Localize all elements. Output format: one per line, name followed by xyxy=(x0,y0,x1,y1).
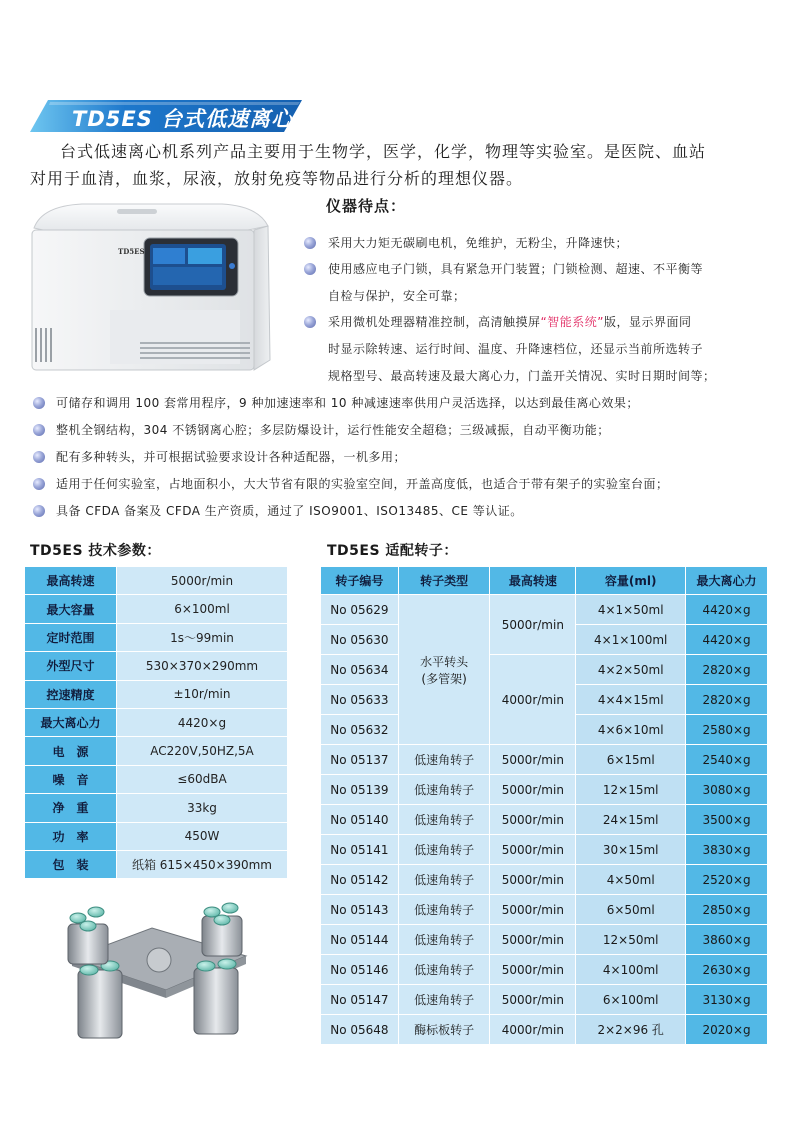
rotor-table xyxy=(320,566,768,1045)
bullet-dot xyxy=(33,397,45,409)
smart-system-highlight: “智能系统” xyxy=(540,315,604,329)
rotor-type: 低速角转子 xyxy=(398,835,490,865)
spec-table xyxy=(24,566,288,879)
rotor-row xyxy=(321,955,768,985)
feature-item: 时显示除转速、运行时间、温度、升降速档位，还显示当前所选转子 xyxy=(328,342,704,356)
feature-item: 具备 CFDA 备案及 CFDA 生产资质，通过了 ISO9001、ISO13485、CE 等认证。 xyxy=(56,504,523,518)
rotor-capacity: 4×2×50ml xyxy=(576,655,686,685)
rotor-type: 低速角转子 xyxy=(398,955,490,985)
rotor-speed: 5000r/min xyxy=(490,955,576,985)
rotor-rcf: 3830×g xyxy=(686,835,768,865)
header-cell: 转子编号 xyxy=(321,567,399,595)
rotor-speed: 5000r/min xyxy=(490,745,576,775)
rotor-capacity: 12×50ml xyxy=(576,925,686,955)
rotor-rcf: 2580×g xyxy=(686,715,768,745)
rotor-id: No 05142 xyxy=(321,865,399,895)
rotor-rcf: 3860×g xyxy=(686,925,768,955)
rotor-row xyxy=(321,1015,768,1045)
rotor-rcf: 4420×g xyxy=(686,625,768,655)
intro-line-2: 对用于血清，血浆，尿液，放射免疫等物品进行分析的理想仪器。 xyxy=(30,169,524,188)
rotor-rcf: 2540×g xyxy=(686,745,768,775)
spec-row xyxy=(25,794,288,822)
rotor-capacity: 4×4×15ml xyxy=(576,685,686,715)
rotor-speed: 4000r/min xyxy=(490,655,576,745)
rotor-speed: 5000r/min xyxy=(490,805,576,835)
rotor-speed: 5000r/min xyxy=(490,895,576,925)
spec-value: 1s～99min xyxy=(117,623,288,651)
rotor-row xyxy=(321,895,768,925)
spec-row xyxy=(25,623,288,651)
rotor-row xyxy=(321,775,768,805)
rotor-id: No 05629 xyxy=(321,595,399,625)
rotor-row xyxy=(321,805,768,835)
spec-value: 530×370×290mm xyxy=(117,652,288,680)
spec-key: 电 源 xyxy=(25,737,117,765)
rotor-id: No 05634 xyxy=(321,655,399,685)
rotor-type: 低速角转子 xyxy=(398,985,490,1015)
spec-row xyxy=(25,765,288,793)
rotor-rcf: 3130×g xyxy=(686,985,768,1015)
rotor-capacity: 24×15ml xyxy=(576,805,686,835)
spec-value: 纸箱 615×450×390mm xyxy=(117,850,288,878)
bullet-dot xyxy=(304,263,316,275)
rotor-id: No 05633 xyxy=(321,685,399,715)
feature-item: 采用微机处理器精准控制，高清触摸屏“智能系统”版，显示界面同 xyxy=(328,315,692,329)
features-title: 仪器待点： xyxy=(326,197,407,215)
bullet-dot xyxy=(304,237,316,249)
rotor-row xyxy=(321,925,768,955)
spec-value: 4420×g xyxy=(117,708,288,736)
rotor-capacity: 4×1×50ml xyxy=(576,595,686,625)
rotor-row xyxy=(321,985,768,1015)
rotor-type: 低速角转子 xyxy=(398,805,490,835)
rotor-id: No 05143 xyxy=(321,895,399,925)
rotor-rcf: 4420×g xyxy=(686,595,768,625)
feature-item: 配有多种转头，并可根据试验要求设计各种适配器，一机多用； xyxy=(56,450,407,464)
spec-row xyxy=(25,737,288,765)
spec-key: 最大容量 xyxy=(25,595,117,623)
spec-key: 定时范围 xyxy=(25,623,117,651)
rotor-capacity: 6×15ml xyxy=(576,745,686,775)
rotor-id: No 05144 xyxy=(321,925,399,955)
spec-key: 最大离心力 xyxy=(25,708,117,736)
rotor-id: No 05141 xyxy=(321,835,399,865)
rotor-speed: 5000r/min xyxy=(490,985,576,1015)
intro-paragraph xyxy=(30,138,770,192)
rotor-row xyxy=(321,835,768,865)
rotor-capacity: 6×50ml xyxy=(576,895,686,925)
spec-key: 控速精度 xyxy=(25,680,117,708)
spec-value: 33kg xyxy=(117,794,288,822)
rotor-capacity: 4×100ml xyxy=(576,955,686,985)
spec-key: 外型尺寸 xyxy=(25,652,117,680)
rotor-rcf: 3080×g xyxy=(686,775,768,805)
rotor-image xyxy=(52,898,266,1048)
rotor-speed: 5000r/min xyxy=(490,835,576,865)
feature-item: 可储存和调用 100 套常用程序，9 种加速速率和 10 种减速速率供用户灵活选择，以达到最佳离心效果； xyxy=(56,396,639,410)
rotor-capacity: 4×50ml xyxy=(576,865,686,895)
spec-value: ≤60dBA xyxy=(117,765,288,793)
spec-value: 6×100ml xyxy=(117,595,288,623)
rotor-row xyxy=(321,865,768,895)
spec-key: 最高转速 xyxy=(25,567,117,595)
feature-item: 整机全钢结构，304 不锈钢离心腔；多层防爆设计，运行性能安全超稳；三级减振，自动平衡功能； xyxy=(56,423,610,437)
page-title: TD5ES 台式低速离心机 xyxy=(72,107,316,131)
feature-item: 规格型号、最高转速及最大离心力，门盖开关情况、实时日期时间等； xyxy=(328,369,716,383)
bullet-dot xyxy=(33,451,45,463)
rotor-capacity: 30×15ml xyxy=(576,835,686,865)
rotor-id: No 05140 xyxy=(321,805,399,835)
rotor-id: No 05147 xyxy=(321,985,399,1015)
spec-key: 包 装 xyxy=(25,850,117,878)
header-cell: 最大离心力 xyxy=(686,567,768,595)
rotor-rcf: 2820×g xyxy=(686,685,768,715)
rotor-speed: 5000r/min xyxy=(490,865,576,895)
rotor-id: No 05630 xyxy=(321,625,399,655)
rotor-row xyxy=(321,745,768,775)
machine-label: TD5ES xyxy=(118,247,145,256)
spec-key: 功 率 xyxy=(25,822,117,850)
spec-key: 净 重 xyxy=(25,794,117,822)
spec-row xyxy=(25,567,288,595)
rotor-id: No 05146 xyxy=(321,955,399,985)
rotor-title: TD5ES 适配转子： xyxy=(327,543,458,559)
rotor-speed: 5000r/min xyxy=(490,775,576,805)
rotor-rcf: 2020×g xyxy=(686,1015,768,1045)
spec-row xyxy=(25,595,288,623)
spec-row xyxy=(25,850,288,878)
rotor-capacity: 4×6×10ml xyxy=(576,715,686,745)
spec-row xyxy=(25,822,288,850)
rotor-type: 酶标板转子 xyxy=(398,1015,490,1045)
header-cell: 容量(ml) xyxy=(576,567,686,595)
intro-line-1: 台式低速离心机系列产品主要用于生物学，医学，化学，物理等实验室。是医院、血站 xyxy=(60,142,707,161)
rotor-type: 低速角转子 xyxy=(398,865,490,895)
feature-item: 自检与保护，安全可靠； xyxy=(328,289,466,303)
rotor-capacity: 2×2×96 孔 xyxy=(576,1015,686,1045)
centrifuge-image xyxy=(22,200,280,378)
feature-item: 使用感应电子门锁，具有紧急开门装置；门锁检测、超速、不平衡等 xyxy=(328,262,704,276)
feature-item: 适用于任何实验室，占地面积小，大大节省有限的实验室空间，开盖高度低，也适合于带有架子的实验室台面； xyxy=(56,477,669,491)
spec-value: 5000r/min xyxy=(117,567,288,595)
rotor-header-row xyxy=(321,567,768,595)
rotor-rcf: 2630×g xyxy=(686,955,768,985)
feature-item: 采用大力矩无碳刷电机，免维护，无粉尘，升降速快； xyxy=(328,236,629,250)
title-banner xyxy=(30,100,316,132)
spec-value: AC220V,50HZ,5A xyxy=(117,737,288,765)
spec-row xyxy=(25,680,288,708)
spec-key: 噪 音 xyxy=(25,765,117,793)
rotor-speed: 5000r/min xyxy=(490,595,576,655)
rotor-speed: 5000r/min xyxy=(490,925,576,955)
bullet-dot xyxy=(304,316,316,328)
rotor-rcf: 2820×g xyxy=(686,655,768,685)
rotor-speed: 4000r/min xyxy=(490,1015,576,1045)
rotor-id: No 05139 xyxy=(321,775,399,805)
bullet-dot xyxy=(33,424,45,436)
spec-row xyxy=(25,652,288,680)
rotor-type: 低速角转子 xyxy=(398,925,490,955)
rotor-rcf: 2520×g xyxy=(686,865,768,895)
rotor-row xyxy=(321,595,768,625)
rotor-type: 低速角转子 xyxy=(398,775,490,805)
rotor-id: No 05648 xyxy=(321,1015,399,1045)
spec-row xyxy=(25,708,288,736)
rotor-row xyxy=(321,655,768,685)
rotor-id: No 05632 xyxy=(321,715,399,745)
spec-value: 450W xyxy=(117,822,288,850)
rotor-type: 水平转头 (多管架) xyxy=(398,595,490,745)
spec-value: ±10r/min xyxy=(117,680,288,708)
rotor-type: 低速角转子 xyxy=(398,745,490,775)
spec-title: TD5ES 技术参数： xyxy=(30,543,161,559)
bullet-dot xyxy=(33,505,45,517)
rotor-rcf: 3500×g xyxy=(686,805,768,835)
rotor-capacity: 12×15ml xyxy=(576,775,686,805)
rotor-type: 低速角转子 xyxy=(398,895,490,925)
header-cell: 最高转速 xyxy=(490,567,576,595)
rotor-capacity: 6×100ml xyxy=(576,985,686,1015)
rotor-id: No 05137 xyxy=(321,745,399,775)
header-cell: 转子类型 xyxy=(398,567,490,595)
bullet-dot xyxy=(33,478,45,490)
rotor-rcf: 2850×g xyxy=(686,895,768,925)
rotor-capacity: 4×1×100ml xyxy=(576,625,686,655)
